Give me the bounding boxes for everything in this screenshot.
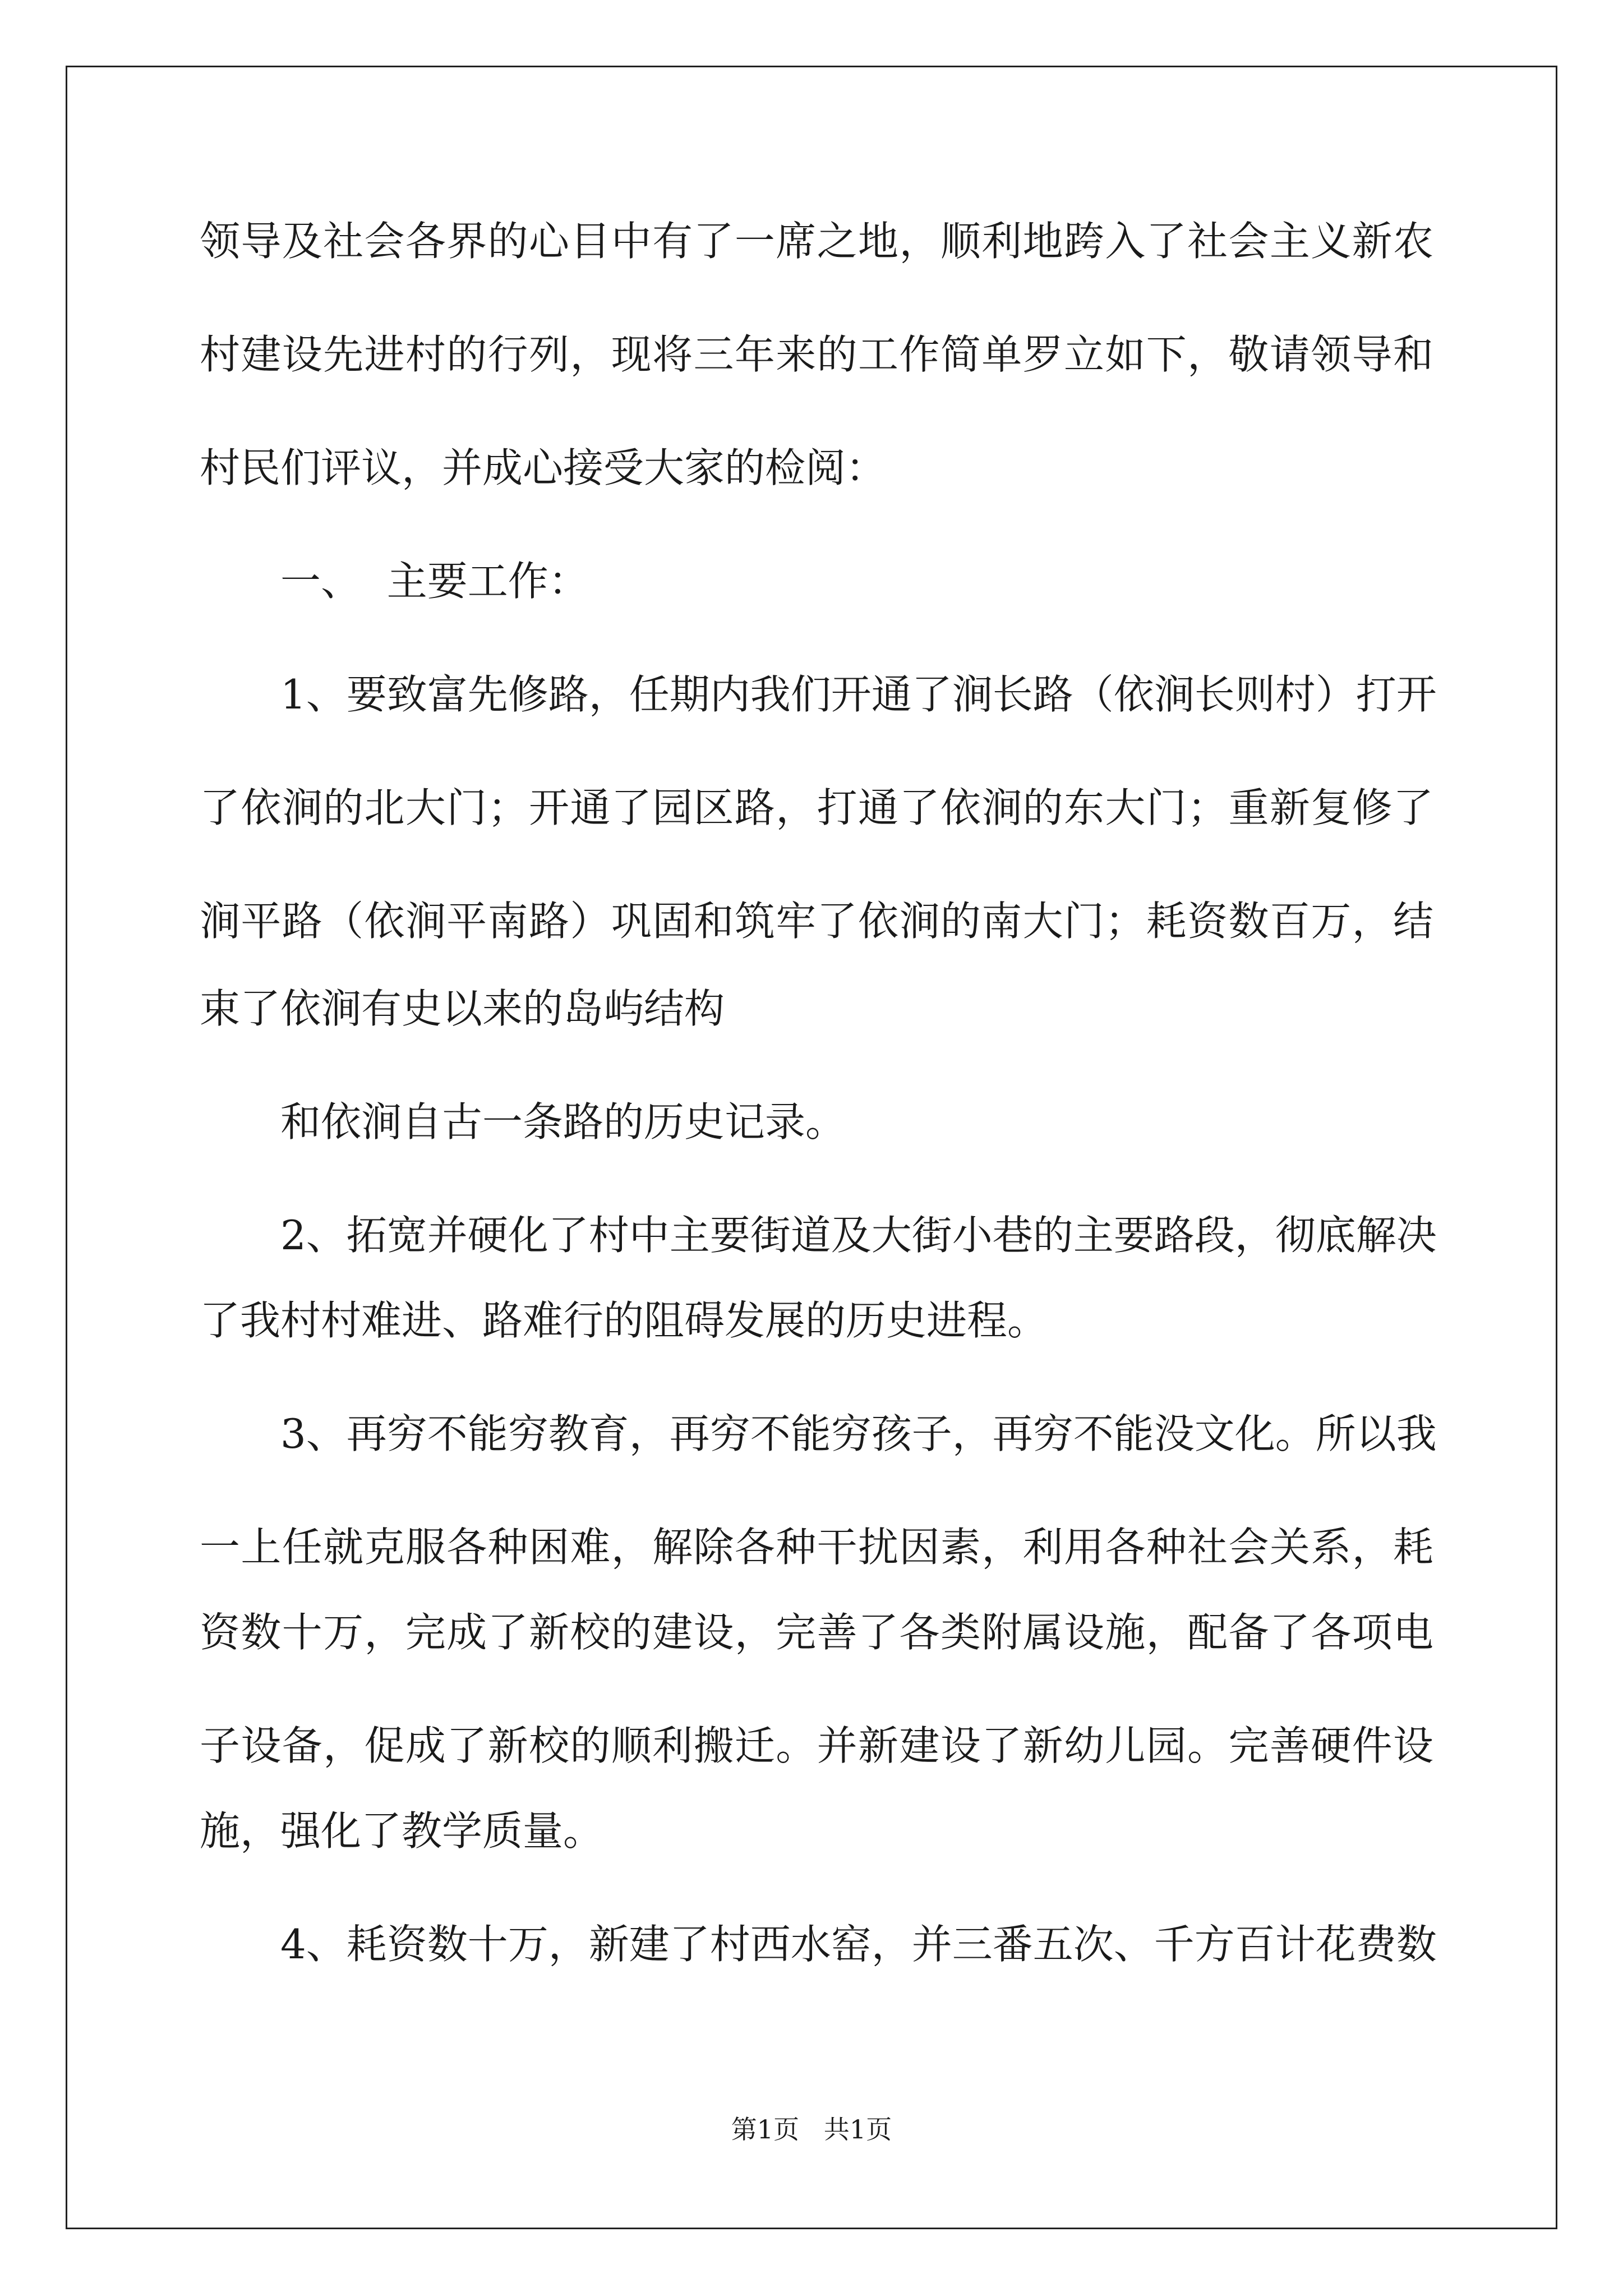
text-line-8: 束了依涧有史以来的岛屿结构 [200,985,725,1032]
text-line-16: 施，强化了教学质量。 [200,1807,604,1855]
text-line-10: 2、拓宽并硬化了村中主要街道及大街小巷的主要路段，彻底解决 [280,1212,1437,1259]
page-footer: 第1页 共1页 [731,2114,892,2145]
text-line-17: 4、耗资数十万，新建了村西水窑，并三番五次、千方百计花费数 [280,1921,1437,1968]
text-line-15: 子设备，促成了新校的顺利搬迁。并新建设了新幼儿园。完善硬件设 [200,1722,1433,1769]
text-line-7: 涧平路（依涧平南路）巩固和筑牢了依涧的南大门；耗资数百万，结 [200,898,1433,945]
text-line-5: 1、要致富先修路，任期内我们开通了涧长路（依涧长则村）打开 [280,671,1437,718]
section-heading: 一、 主要工作： [280,558,589,605]
text-line-9: 和依涧自古一条路的历史记录。 [280,1098,846,1145]
text-line-1: 领导及社会各界的心目中有了一席之地，顺利地跨入了社会主义新农 [200,218,1433,265]
text-line-11: 了我村村难进、路难行的阻碍发展的历史进程。 [200,1297,1048,1344]
text-line-13: 一上任就克服各种困难，解除各种干扰因素，利用各种社会关系，耗 [200,1524,1433,1571]
text-line-3: 村民们评议，并成心接受大家的检阅： [200,444,887,491]
text-line-2: 村建设先进村的行列，现将三年来的工作简单罗立如下，敬请领导和 [200,331,1433,378]
text-line-14: 资数十万，完成了新校的建设，完善了各类附属设施，配备了各项电 [200,1609,1433,1656]
text-line-12: 3、再穷不能穷教育，再穷不能穷孩子，再穷不能没文化。所以我 [280,1410,1437,1457]
text-line-6: 了依涧的北大门；开通了园区路，打通了依涧的东大门；重新复修了 [200,784,1433,831]
